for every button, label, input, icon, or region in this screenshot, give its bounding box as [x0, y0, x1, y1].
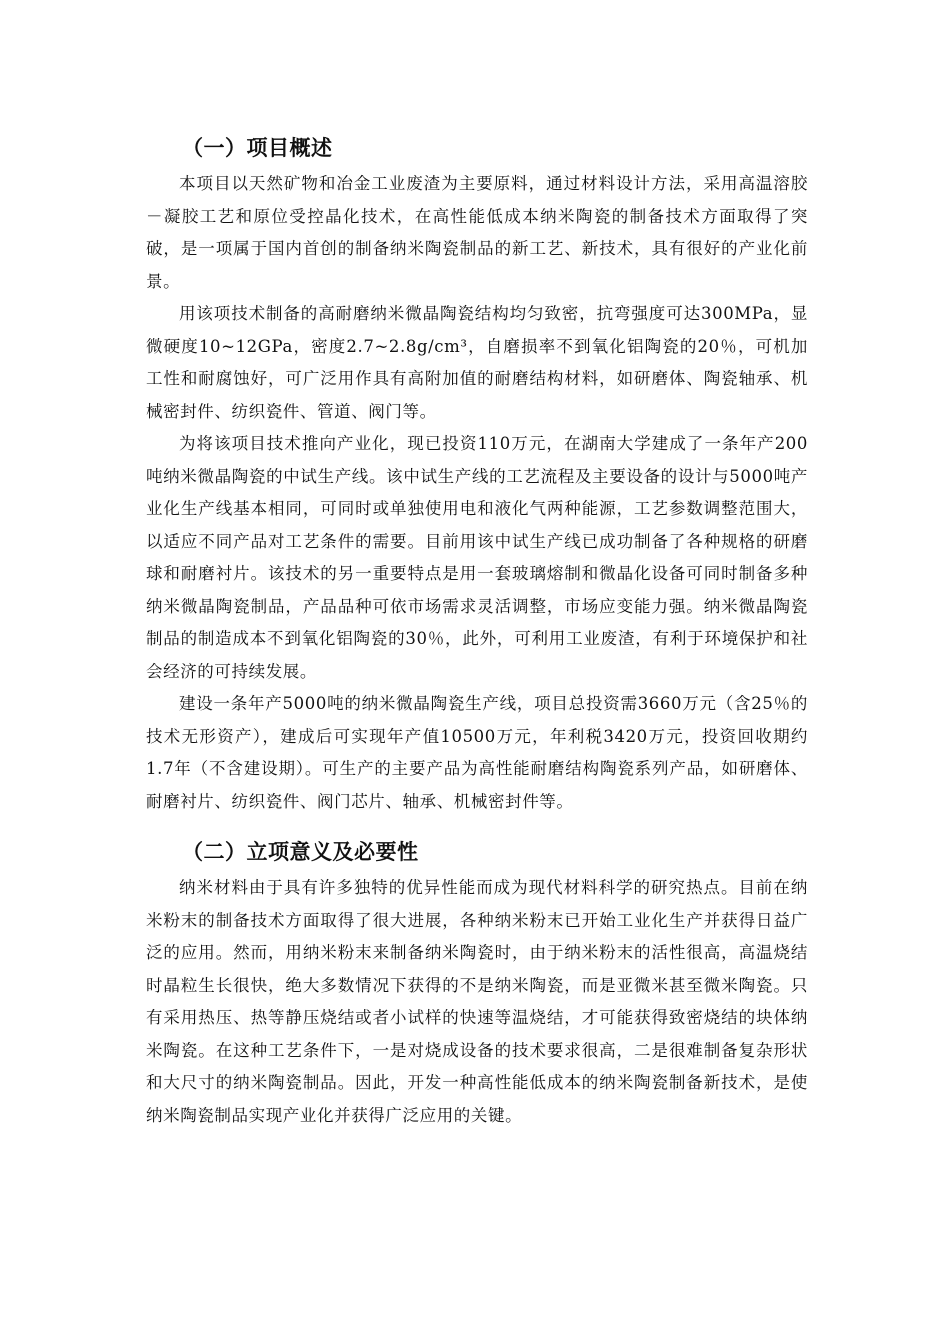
- paragraph-overview-2: 用该项技术制备的高耐磨纳米微晶陶瓷结构均匀致密，抗弯强度可达300MPa，显微硬度10~12GPa，密度2.7~2.8g/cm³，自磨损率不到氧化铝陶瓷的20％，可机加工性和耐腐蚀好，可广泛用作具有高附加值的耐磨结构材料，如研磨体、陶瓷轴承、机械密封件、纺织瓷件、管道、阀门等。: [146, 304, 808, 421]
- paragraph-overview-1: 本项目以天然矿物和冶金工业废渣为主要原料，通过材料设计方法，采用高温溶胶－凝胶工艺和原位受控晶化技术，在高性能低成本纳米陶瓷的制备技术方面取得了突破，是一项属于国内首创的制备纳米陶瓷制品的新工艺、新技术，具有很好的产业化前景。: [146, 174, 808, 291]
- paragraph-overview-3: 为将该项目技术推向产业化，现已投资110万元，在湖南大学建成了一条年产200吨纳米微晶陶瓷的中试生产线。该中试生产线的工艺流程及主要设备的设计与5000吨产业化生产线基本相同，可同时或单独使用电和液化气两种能源，工艺参数调整范围大，以适应不同产品对工艺条件的需要。目前用该中试生产线已成功制备了各种规格的研磨球和耐磨衬片。该技术的另一重要特点是用一套玻璃熔制和微晶化设备可同时制备多种纳米微晶陶瓷制品，产品品种可依市场需求灵活调整，市场应变能力强。纳米微晶陶瓷制品的制造成本不到氧化铝陶瓷的30％，此外，可利用工业废渣，有利于环境保护和社会经济的可持续发展。: [146, 434, 808, 681]
- section-spacer: [146, 818, 808, 832]
- section-heading-overview: （一）项目概述: [182, 136, 333, 160]
- paragraph-overview-4: 建设一条年产5000吨的纳米微晶陶瓷生产线，项目总投资需3660万元（含25％的技术无形资产），建成后可实现年产值10500万元，年利税3420万元，投资回收期约1.7年（不含建设期）。可生产的主要产品为高性能耐磨结构陶瓷系列产品，如研磨体、耐磨衬片、纺织瓷件、阀门芯片、轴承、机械密封件等。: [146, 694, 808, 811]
- paragraph-significance-1: 纳米材料由于具有许多独特的优异性能而成为现代材料科学的研究热点。目前在纳米粉末的制备技术方面取得了很大进展，各种纳米粉末已开始工业化生产并获得日益广泛的应用。然而，用纳米粉末来制备纳米陶瓷时，由于纳米粉末的活性很高，高温烧结时晶粒生长很快，绝大多数情况下获得的不是纳米陶瓷，而是亚微米甚至微米陶瓷。只有采用热压、热等静压烧结或者小试样的快速等温烧结，才可能获得致密烧结的块体纳米陶瓷。在这种工艺条件下，一是对烧成设备的技术要求很高，二是很难制备复杂形状和大尺寸的纳米陶瓷制品。因此，开发一种高性能低成本的纳米陶瓷制备新技术，是使纳米陶瓷制品实现产业化并获得广泛应用的关键。: [146, 878, 808, 1125]
- section-heading-significance: （二）立项意义及必要性: [182, 840, 419, 864]
- document-page: [146, 128, 808, 1132]
